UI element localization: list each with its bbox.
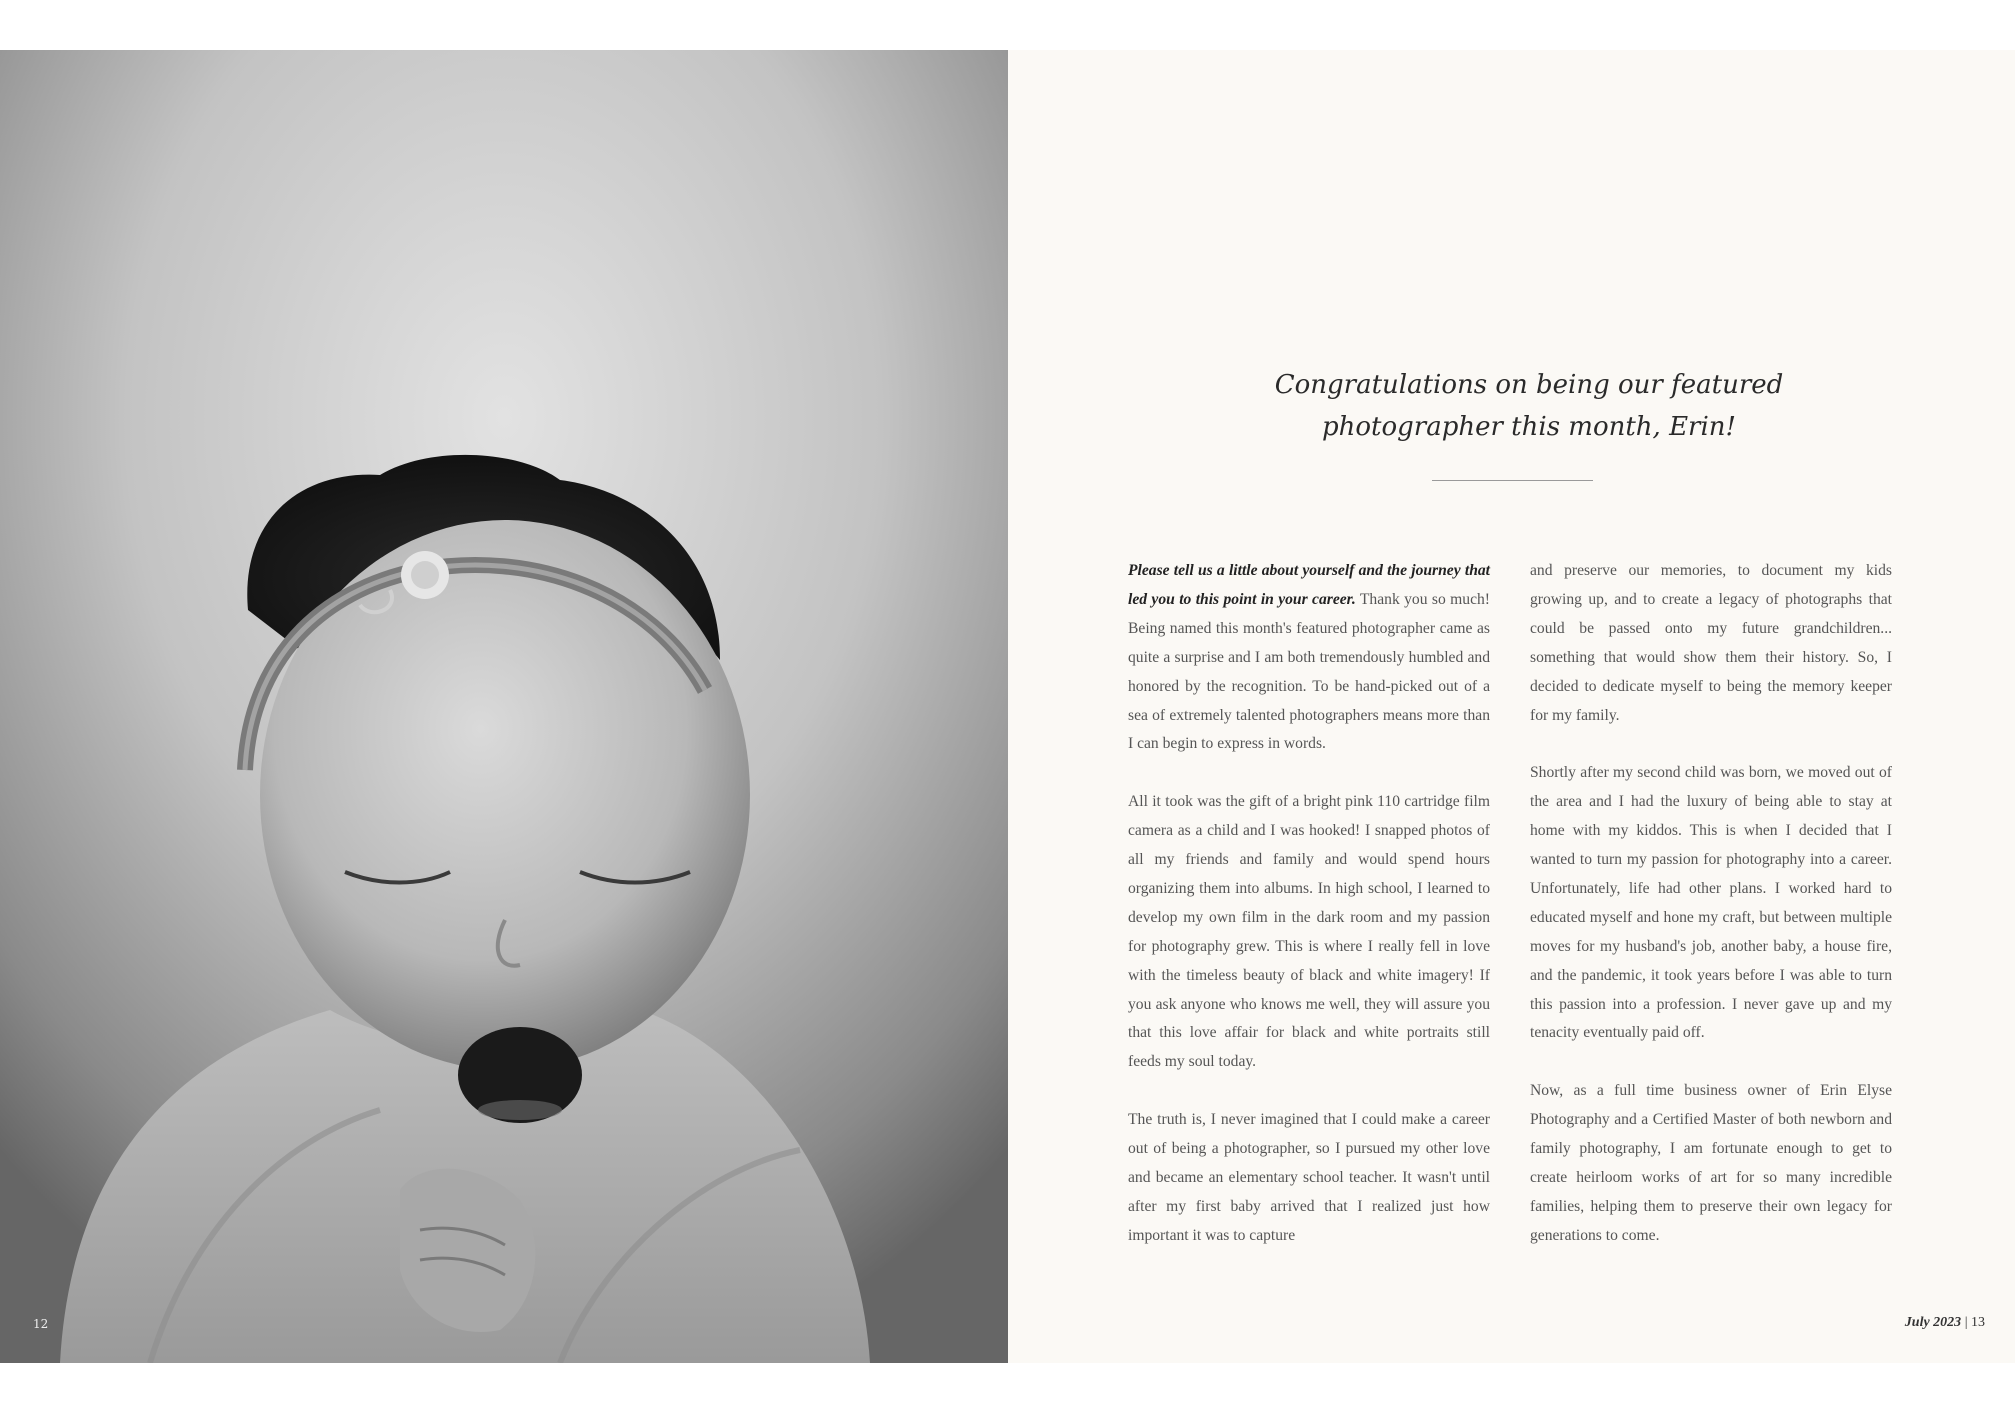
paragraph: Shortly after my second child was born, we moved out of the area and I had the luxury of being able to stay at home with my kiddos. This is when I decided that I wanted to turn my passion for photography into a career. Unfortunately, life had other plans. I worked hard to educated myself and hone my craft, but between multiple moves for my husband's job, another baby, a house fire, and the pandemic, it took years before I was able to turn this passion into a profession. I never gave up and my tenacity eventually paid off. [1530, 764, 1892, 1042]
right-page [1008, 50, 2015, 1363]
page-number-right: 13 [1971, 1315, 1985, 1330]
article-column-left [1128, 557, 1490, 1280]
newborn-photo [0, 50, 1008, 1363]
paragraph: The truth is, I never imagined that I could make a career out of being a photographer, so I pursued my other love and became an elementary school teacher. It wasn't until after my first baby arrived that I realized just how important it was to capture [1128, 1111, 1490, 1244]
interview-question: Please tell us a little about yourself and the journey that led you to this point in your career. [1128, 562, 1490, 608]
page-folio-right [1905, 1315, 1985, 1331]
paragraph: and preserve our memories, to document my kids growing up, and to create a legacy of photographs that could be passed onto my future grandchildren... something that would show them their history. So, I decided to dedicate myself to being the memory keeper for my family. [1530, 562, 1892, 724]
page-number-left: 12 [33, 1317, 49, 1331]
magazine-spread [0, 50, 2015, 1363]
headline-divider [1432, 480, 1593, 481]
article-column-right [1530, 557, 1892, 1280]
paragraph: Now, as a full time business owner of Erin Elyse Photography and a Certified Master of both newborn and family photography, I am fortunate enough to get to create heirloom works of art for so many incredible families, helping them to preserve their own legacy for generations to come. [1530, 1082, 1892, 1244]
folio-separator: | [1961, 1315, 1971, 1330]
paragraph [1128, 557, 1490, 759]
left-page [0, 50, 1008, 1363]
answer-text: Thank you so much! Being named this month's featured photographer came as quite a surprise and I am both tremendously humbled and honored by the recognition. To be hand-picked out of a sea of extremely talented photographers means more than I can begin to express in words. [1128, 590, 1490, 753]
issue-date: July 2023 [1904, 1315, 1962, 1330]
paragraph: All it took was the gift of a bright pink 110 cartridge film camera as a child and I was hooked! I snapped photos of all my friends and family and would spend hours organizing them into albums. In high school, I learned to develop my own film in the dark room and my passion for photography grew. This is where I really fell in love with the timeless beauty of black and white imagery! If you ask anyone who knows me well, they will assure you that this love affair for black and white portraits still feeds my soul today. [1128, 793, 1490, 1071]
article-headline [1158, 364, 1900, 448]
headline-line-1: Congratulations on being our featured [1274, 370, 1784, 400]
headline-line-2: photographer this month, Erin! [1322, 412, 1736, 442]
